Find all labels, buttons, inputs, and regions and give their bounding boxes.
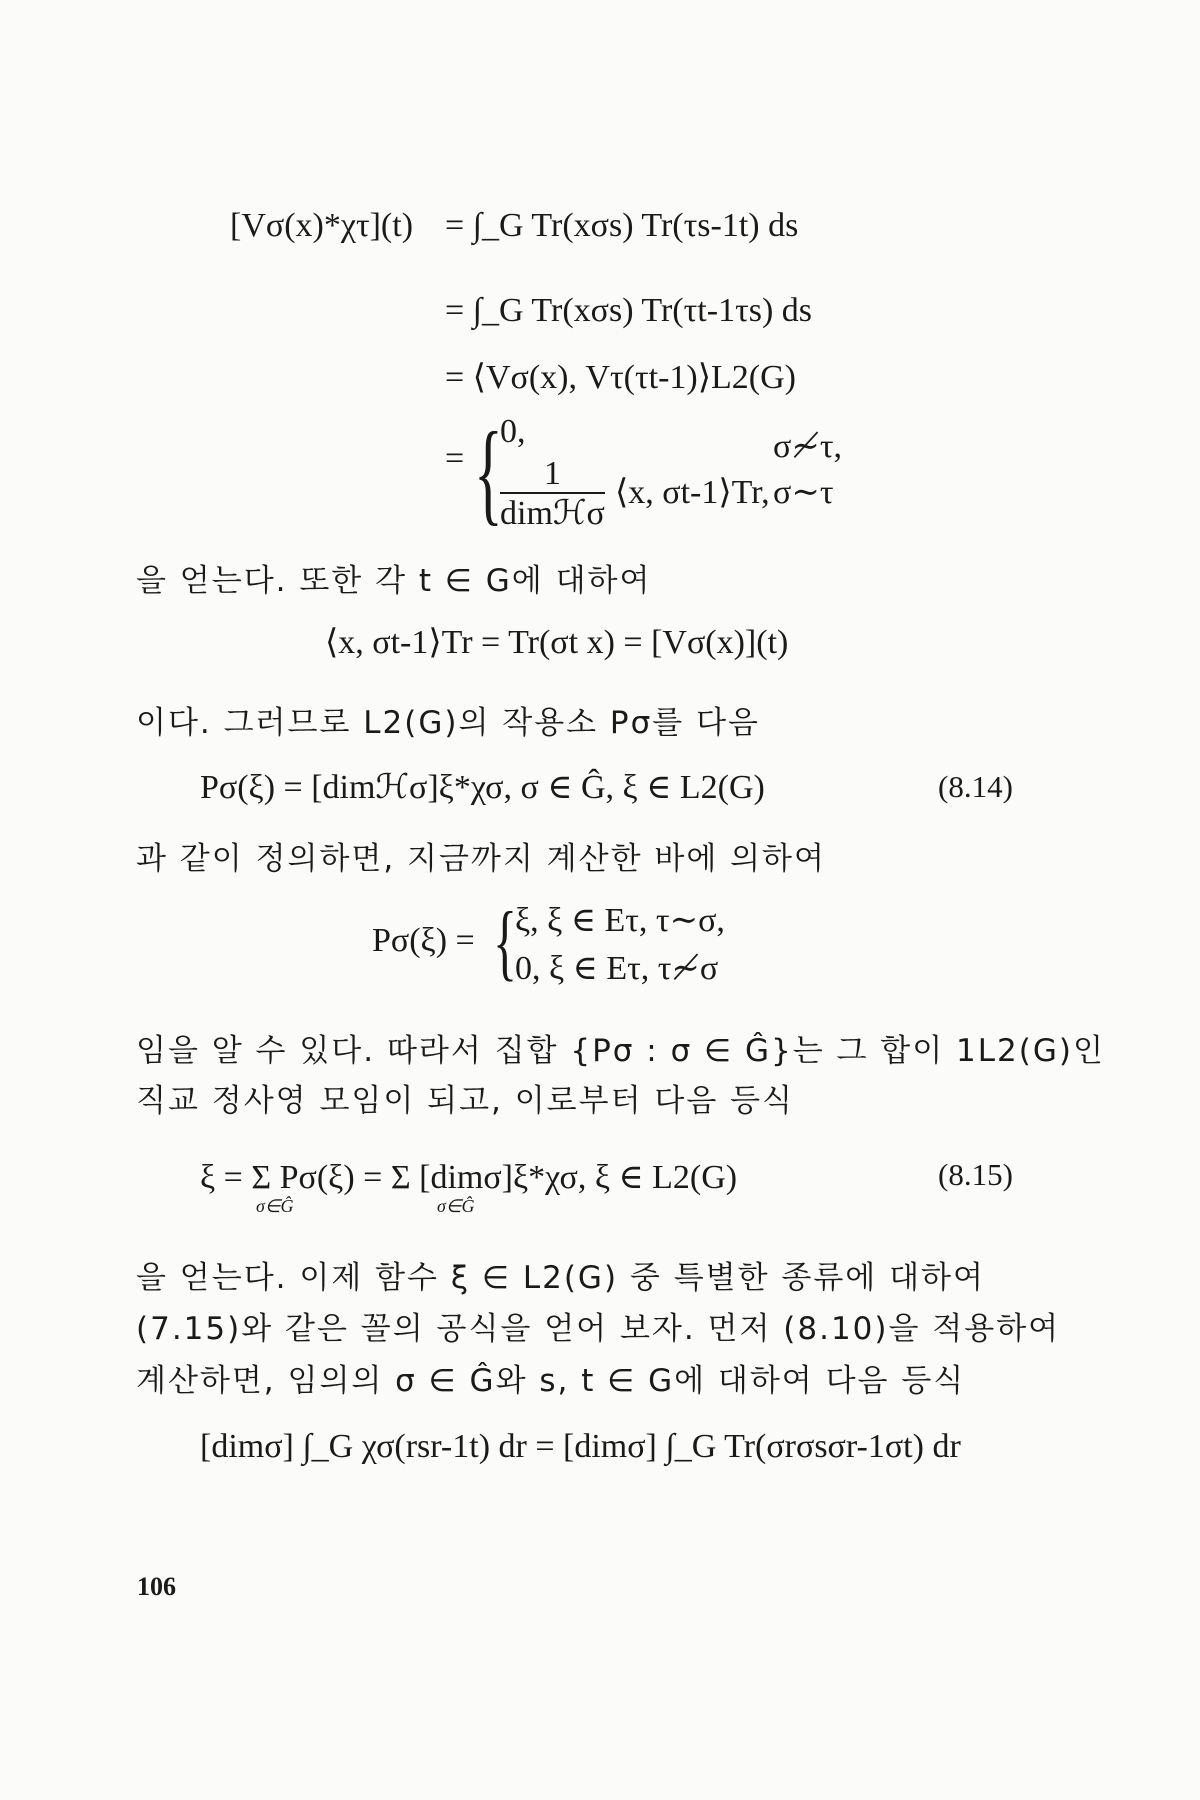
case-condition: σ≁τ, bbox=[773, 428, 842, 465]
fraction-numerator: 1 bbox=[500, 455, 605, 494]
sum-subscript: σ∈Ĝ bbox=[437, 1196, 475, 1216]
left-brace: { bbox=[493, 893, 517, 989]
left-brace: { bbox=[474, 409, 503, 536]
paragraph-line: 이다. 그러므로 L2(G)의 작용소 Pσ를 다음 bbox=[136, 705, 760, 741]
paragraph-line: 과 같이 정의하면, 지금까지 계산한 바에 의하여 bbox=[136, 841, 826, 877]
fraction-denominator: dimℋσ bbox=[500, 495, 605, 533]
paragraph-line: 임을 알 수 있다. 따라서 집합 {Pσ : σ ∈ Ĝ}는 그 합이 1L2(G)인 bbox=[136, 1033, 1105, 1069]
equation: [dimσ] ∫_G χσ(rsr-1t) dr = [dimσ] ∫_G Tr(σrσsσr-1σt) dr bbox=[200, 1428, 961, 1465]
sum-subscript: σ∈Ĝ bbox=[256, 1196, 294, 1216]
equation-lhs: [Vσ(x)*χτ](t) bbox=[230, 207, 414, 244]
equation: Pσ(ξ) = [dimℋσ]ξ*χσ, σ ∈ Ĝ, ξ ∈ L2(G) bbox=[200, 769, 765, 806]
case-line: ξ, ξ ∈ Eτ, τ∼σ, bbox=[515, 902, 725, 939]
equation-line: = ⟨Vσ(x), Vτ(τt-1)⟩L2(G) bbox=[445, 359, 796, 396]
case-value: 0, bbox=[500, 413, 526, 450]
equation: ⟨x, σt-1⟩Tr = Tr(σt x) = [Vσ(x)](t) bbox=[325, 624, 789, 661]
equation-lhs: Pσ(ξ) = bbox=[372, 922, 475, 959]
paragraph-line: 을 얻는다. 이제 함수 ξ ∈ L2(G) 중 특별한 종류에 대하여 bbox=[136, 1260, 985, 1296]
case-line: 0, ξ ∈ Eτ, τ≁σ bbox=[515, 950, 719, 987]
page-number: 106 bbox=[137, 1572, 176, 1601]
paragraph-line: (7.15)와 같은 꼴의 공식을 얻어 보자. 먼저 (8.10)을 적용하여 bbox=[136, 1311, 1061, 1347]
paragraph-line: 을 얻는다. 또한 각 t ∈ G에 대하여 bbox=[136, 563, 652, 599]
equation-line: = ∫_G Tr(xσs) Tr(τs-1t) ds bbox=[445, 207, 799, 244]
case-value: ⟨x, σt-1⟩Tr, bbox=[615, 474, 770, 511]
equation-number: (8.14) bbox=[938, 769, 1013, 804]
paragraph-line: 직교 정사영 모임이 되고, 이로부터 다음 등식 bbox=[136, 1083, 795, 1119]
equation: ξ = Σ Pσ(ξ) = Σ [dimσ]ξ*χσ, ξ ∈ L2(G) bbox=[200, 1159, 738, 1196]
equation-line: = ∫_G Tr(xσs) Tr(τt-1τs) ds bbox=[445, 292, 813, 329]
fraction bbox=[500, 455, 605, 533]
equation-number: (8.15) bbox=[938, 1157, 1013, 1192]
equals-sign: = bbox=[445, 440, 465, 477]
case-condition: σ∼τ bbox=[773, 474, 834, 511]
case-value bbox=[500, 455, 609, 533]
paragraph-line: 계산하면, 임의의 σ ∈ Ĝ와 s, t ∈ G에 대하여 다음 등식 bbox=[136, 1363, 966, 1399]
